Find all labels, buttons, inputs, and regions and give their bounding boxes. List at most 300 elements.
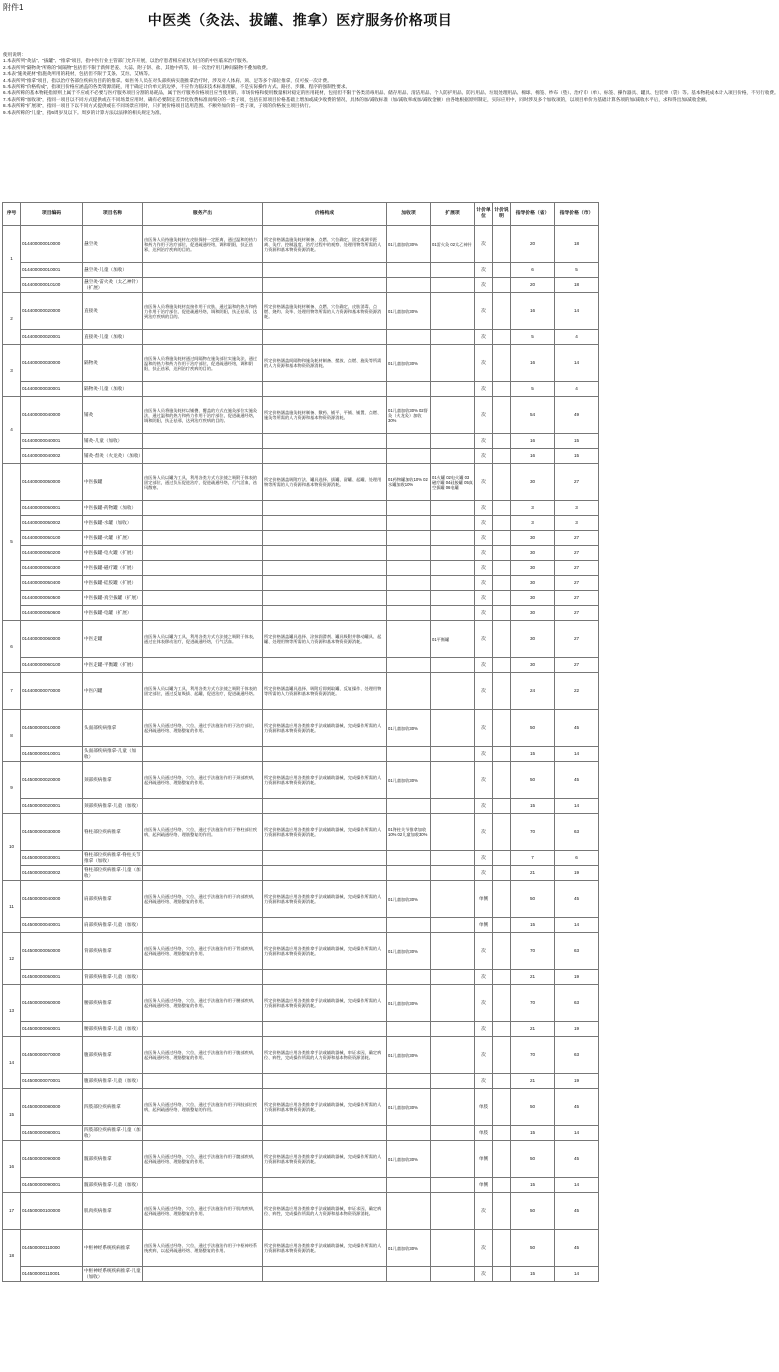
price-table [2, 202, 599, 1282]
guide1-cell: 16 [511, 293, 555, 330]
explain-cell [493, 546, 511, 561]
unit-cell: 次 [475, 851, 493, 866]
code-cell: 014400000050400 [21, 576, 83, 591]
ext-cell [431, 449, 475, 464]
ext-cell [431, 918, 475, 933]
code-cell: 014400000020000 [21, 293, 83, 330]
add-cell [387, 658, 431, 673]
explain-cell [493, 1089, 511, 1126]
code-cell: 014500000110001 [21, 1267, 83, 1282]
table-row [3, 866, 599, 881]
seq-cell: 3 [3, 345, 21, 397]
price-cell: 所定价格涵盖施灸耗材制备、点燃、穴位确定、皮肤消毒、点燃、烧灼、灸毕、处理用物等所需的人力资源和基本物资资源消耗。 [263, 293, 387, 330]
unit-cell: 单肢 [475, 1089, 493, 1126]
code-cell: 014400000050100 [21, 531, 83, 546]
guide1-cell: 3 [511, 501, 555, 516]
guide2-cell: 45 [555, 1193, 599, 1230]
guide1-cell: 30 [511, 576, 555, 591]
table-row [3, 561, 599, 576]
ext-cell [431, 531, 475, 546]
table-row [3, 591, 599, 606]
unit-cell: 次 [475, 1267, 493, 1282]
guide1-cell: 70 [511, 933, 555, 970]
price-cell [263, 799, 387, 814]
table-row [3, 1193, 599, 1230]
code-cell: 014400000030001 [21, 382, 83, 397]
guide2-cell: 18 [555, 278, 599, 293]
guide1-cell: 16 [511, 345, 555, 382]
guide2-cell: 14 [555, 918, 599, 933]
page-title: 中医类（灸法、拔罐、推拿）医疗服务价格项目 [147, 14, 453, 29]
table-row [3, 382, 599, 397]
code-cell: 014500000080000 [21, 1089, 83, 1126]
unit-cell: 单侧 [475, 918, 493, 933]
add-cell [387, 516, 431, 531]
unit-cell: 次 [475, 278, 493, 293]
table-row [3, 263, 599, 278]
explain-cell [493, 561, 511, 576]
ext-cell [431, 799, 475, 814]
price-cell [263, 1022, 387, 1037]
guide2-cell: 3 [555, 516, 599, 531]
col-code: 项目编码 [21, 203, 83, 226]
seq-cell: 15 [3, 1089, 21, 1141]
code-cell: 014500000020001 [21, 799, 83, 814]
add-cell: 01儿童加收30% [387, 1089, 431, 1126]
explain-cell [493, 710, 511, 747]
ext-cell [431, 561, 475, 576]
ext-cell [431, 263, 475, 278]
usage-notes [3, 52, 779, 116]
add-cell: 01儿童加收30% [387, 762, 431, 799]
unit-cell: 次 [475, 345, 493, 382]
unit-cell: 次 [475, 449, 493, 464]
guide1-cell: 50 [511, 1193, 555, 1230]
guide2-cell: 5 [555, 263, 599, 278]
output-cell [143, 278, 263, 293]
guide1-cell: 15 [511, 747, 555, 762]
add-cell [387, 747, 431, 762]
price-cell: 所定价格涵盖应用各类推拿手法或辅助器械，完成操作所需的人力资源和基本物资资源消耗。 [263, 933, 387, 970]
name-cell: 中医拔罐-电罐（扩展） [83, 606, 143, 621]
explain-cell [493, 293, 511, 330]
ext-cell: 01雷火灸 02太乙神针 [431, 226, 475, 263]
price-cell [263, 434, 387, 449]
table-row [3, 710, 599, 747]
price-cell [263, 278, 387, 293]
code-cell: 014400000040001 [21, 434, 83, 449]
add-cell [387, 851, 431, 866]
guide2-cell: 27 [555, 591, 599, 606]
ext-cell [431, 1141, 475, 1178]
name-cell: 悬空灸 [83, 226, 143, 263]
unit-cell: 次 [475, 434, 493, 449]
ext-cell [431, 382, 475, 397]
add-cell [387, 278, 431, 293]
ext-cell [431, 1267, 475, 1282]
seq-cell: 5 [3, 464, 21, 621]
explain-cell [493, 1193, 511, 1230]
code-cell: 014400000010100 [21, 278, 83, 293]
price-cell [263, 658, 387, 673]
guide2-cell: 14 [555, 293, 599, 330]
table-row [3, 881, 599, 918]
name-cell: 直接灸-儿童（加收） [83, 330, 143, 345]
guide2-cell: 63 [555, 985, 599, 1022]
guide2-cell: 18 [555, 226, 599, 263]
guide1-cell: 50 [511, 1089, 555, 1126]
add-cell: 01儿童加收30% [387, 933, 431, 970]
guide2-cell: 14 [555, 1126, 599, 1141]
price-cell [263, 1178, 387, 1193]
add-cell [387, 970, 431, 985]
unit-cell: 次 [475, 1022, 493, 1037]
price-cell [263, 1126, 387, 1141]
col-explain: 计价说明 [493, 203, 511, 226]
seq-cell: 9 [3, 762, 21, 814]
ext-cell [431, 747, 475, 762]
unit-cell: 次 [475, 531, 493, 546]
guide2-cell: 27 [555, 464, 599, 501]
ext-cell [431, 1126, 475, 1141]
name-cell: 铺灸-儿童（加收） [83, 434, 143, 449]
guide2-cell: 4 [555, 330, 599, 345]
explain-cell [493, 464, 511, 501]
table-row [3, 546, 599, 561]
name-cell: 髋部疾病推拿-儿童（加收） [83, 1178, 143, 1193]
ext-cell [431, 1089, 475, 1126]
explain-cell [493, 1037, 511, 1074]
note-line: 4.本表所列"推拿"项目，指以治疗各部位疾病为目的的推拿。如医务人员在对头部疾病实施推拿治疗时，涉及对人体肩、颈、足等多个部位推拿，仅可按一次计费。 [3, 77, 332, 83]
table-row [3, 1022, 599, 1037]
note-line: 使用说明： [3, 52, 26, 57]
output-cell [143, 851, 263, 866]
name-cell: 腹部疾病推拿-儿童（加收） [83, 1074, 143, 1089]
output-cell: 由医务人员将施灸耗材直接作用于皮肤，通过温和的热力和药力作用于治疗部位，促进疏通经络，调和阴阳，扶正祛邪，达到治疗疾病的目的。 [143, 293, 263, 330]
explain-cell [493, 621, 511, 658]
code-cell: 014400000050200 [21, 546, 83, 561]
guide1-cell: 5 [511, 330, 555, 345]
ext-cell [431, 762, 475, 799]
unit-cell: 次 [475, 516, 493, 531]
price-cell: 所定价格涵盖应用各类推拿手法或辅助器械，完成操作所需的人力资源和基本物资资源消耗。 [263, 881, 387, 918]
explain-cell [493, 531, 511, 546]
code-cell: 014500000030001 [21, 851, 83, 866]
output-cell: 由医务人员通过经络、穴位，通过手法施治作用于肌肉疾病，起到疏通经络、理筋整复的作用。 [143, 1193, 263, 1230]
output-cell: 由医务人员将施灸耗材以铺叠、覆盖的方式在施灸部位实施灸法，通过温和的热力和药力作用于治疗部位，促进疏通经络，调和阴阳，扶正祛邪，达到治疗疾病的目的。 [143, 397, 263, 434]
output-cell [143, 576, 263, 591]
guide1-cell: 50 [511, 1141, 555, 1178]
code-cell: 014500000020000 [21, 762, 83, 799]
ext-cell [431, 1230, 475, 1267]
guide2-cell: 45 [555, 1089, 599, 1126]
guide1-cell: 7 [511, 851, 555, 866]
guide2-cell: 14 [555, 1178, 599, 1193]
table-row [3, 970, 599, 985]
explain-cell [493, 591, 511, 606]
add-cell [387, 382, 431, 397]
name-cell: 中枢神经系统疾病推拿 [83, 1230, 143, 1267]
explain-cell [493, 397, 511, 434]
price-cell [263, 516, 387, 531]
guide2-cell: 63 [555, 1037, 599, 1074]
table-row [3, 293, 599, 330]
explain-cell [493, 382, 511, 397]
unit-cell: 次 [475, 263, 493, 278]
note-line: 8.本表所称"扩展项"，指同一项目下以不同方式提供或在不同场景应用时，只扩展价格项目适用范围、不额外加价的一类子项，子项的价格按主项目执行。 [3, 103, 314, 109]
ext-cell [431, 881, 475, 918]
add-cell: 01儿童加收30% [387, 710, 431, 747]
ext-cell [431, 345, 475, 382]
seq-cell: 6 [3, 621, 21, 673]
table-row [3, 1089, 599, 1126]
ext-cell [431, 546, 475, 561]
name-cell: 中医拔罐 [83, 464, 143, 501]
price-cell [263, 263, 387, 278]
add-cell: 01儿童加收30% [387, 1141, 431, 1178]
table-row [3, 673, 599, 710]
code-cell: 014400000050001 [21, 501, 83, 516]
ext-cell [431, 851, 475, 866]
unit-cell: 次 [475, 866, 493, 881]
ext-cell [431, 397, 475, 434]
guide2-cell: 27 [555, 576, 599, 591]
output-cell [143, 918, 263, 933]
output-cell [143, 531, 263, 546]
unit-cell: 次 [475, 814, 493, 851]
output-cell [143, 546, 263, 561]
ext-cell [431, 1037, 475, 1074]
unit-cell: 次 [475, 1037, 493, 1074]
table-row [3, 278, 599, 293]
output-cell: 由医务人员通过经络、穴位，通过手法施治作用于腰部疾病，起到疏通经络、理筋整复的作用。 [143, 985, 263, 1022]
code-cell: 014400000010001 [21, 263, 83, 278]
unit-cell: 次 [475, 933, 493, 970]
unit-cell: 次 [475, 985, 493, 1022]
explain-cell [493, 330, 511, 345]
table-row [3, 799, 599, 814]
code-cell: 014500000070001 [21, 1074, 83, 1089]
price-cell: 所定价格涵盖应用各类推拿手法或辅助器械，完成操作所需的人力资源和基本物资资源消耗。 [263, 1089, 387, 1126]
code-cell: 014500000050000 [21, 933, 83, 970]
table-row [3, 226, 599, 263]
table-row [3, 762, 599, 799]
unit-cell: 次 [475, 762, 493, 799]
unit-cell: 次 [475, 1230, 493, 1267]
add-cell [387, 1193, 431, 1230]
output-cell [143, 501, 263, 516]
explain-cell [493, 278, 511, 293]
code-cell: 014500000040000 [21, 881, 83, 918]
output-cell: 由医务人员通过经络、穴位，通过手法施治作用于背部疾病，起到疏通经络、理筋整复的作用。 [143, 933, 263, 970]
guide1-cell: 70 [511, 985, 555, 1022]
ext-cell [431, 330, 475, 345]
code-cell: 014500000060000 [21, 985, 83, 1022]
explain-cell [493, 918, 511, 933]
code-cell: 014400000050300 [21, 561, 83, 576]
explain-cell [493, 851, 511, 866]
explain-cell [493, 1267, 511, 1282]
guide1-cell: 24 [511, 673, 555, 710]
output-cell [143, 1022, 263, 1037]
guide2-cell: 45 [555, 762, 599, 799]
price-cell: 所定价格涵盖应用各类推拿手法或辅助器械，完成操作所需的人力资源和基本物资资源消耗。 [263, 985, 387, 1022]
add-cell: 01儿童加收30% [387, 1230, 431, 1267]
col-name: 项目名称 [83, 203, 143, 226]
guide2-cell: 14 [555, 1267, 599, 1282]
col-seq: 序号 [3, 203, 21, 226]
code-cell: 014400000050500 [21, 591, 83, 606]
name-cell: 腹部疾病推拿 [83, 1037, 143, 1074]
price-cell: 所定价格涵盖罐具选择、吸附后即刻取罐、反复操作、处理用物等所需的人力资源和基本物资资源消耗。 [263, 673, 387, 710]
guide2-cell: 45 [555, 1141, 599, 1178]
code-cell: 014500000010001 [21, 747, 83, 762]
price-cell: 所定价格涵盖应用各类推拿手法或辅助器械，完成操作所需的人力资源和基本物资资源消耗。 [263, 762, 387, 799]
output-cell: 由医务人员以罐为工具，利用各类方式方法使之吸附于体表，通过在体表移动治疗，促进疏通经络，行气活血。 [143, 621, 263, 658]
price-cell: 所定价格涵盖间隔物和施灸耗材制备、摆放、点燃、施灸等所需的人力资源和基本物资资源消耗。 [263, 345, 387, 382]
guide1-cell: 3 [511, 516, 555, 531]
guide1-cell: 54 [511, 397, 555, 434]
explain-cell [493, 501, 511, 516]
name-cell: 中医拔罐-火罐（扩展） [83, 531, 143, 546]
guide2-cell: 14 [555, 345, 599, 382]
add-cell [387, 330, 431, 345]
ext-cell [431, 985, 475, 1022]
name-cell: 腰部疾病推拿 [83, 985, 143, 1022]
unit-cell: 次 [475, 546, 493, 561]
add-cell [387, 1074, 431, 1089]
output-cell [143, 799, 263, 814]
guide2-cell: 27 [555, 606, 599, 621]
price-cell [263, 330, 387, 345]
price-cell: 所定价格涵盖应用各类推拿手法或辅助器械，审证求因，确定病位、病性，完成操作所需的人力资源和基本物资资源消耗。 [263, 1193, 387, 1230]
ext-cell [431, 814, 475, 851]
price-cell [263, 546, 387, 561]
note-line: 5.本表所称"价格构成"，指项目价格应涵盖的各类资源消耗，用于确定计价单元的边界，不应作为临床技术标准理解，不是实际操作方式、路径、步骤、程序的强制性要求。 [3, 84, 351, 90]
table-row [3, 464, 599, 501]
price-cell: 所定价格涵盖施灸耗材制备、点燃、穴位确定、固定或调节距离、灸疗、控制温度、治疗过程中的观察、处理用物等所需的人力资源和基本物资资源消耗。 [263, 226, 387, 263]
unit-cell: 次 [475, 710, 493, 747]
code-cell: 014500000080001 [21, 1126, 83, 1141]
price-cell: 所定价格涵盖吸附疗法、罐具选择、拔罐、留罐、起罐、处理用物等所需的人力资源和基本物资资源消耗。 [263, 464, 387, 501]
table-row [3, 1178, 599, 1193]
name-cell: 隔物灸-儿童（加收） [83, 382, 143, 397]
code-cell: 014500000090000 [21, 1141, 83, 1178]
seq-cell: 12 [3, 933, 21, 985]
table-row [3, 576, 599, 591]
unit-cell: 次 [475, 606, 493, 621]
explain-cell [493, 799, 511, 814]
output-cell: 由医务人员通过经络、穴位，通过手法施治作用于腹部疾病，起到疏通经络、理筋整复的作用。 [143, 1037, 263, 1074]
ext-cell [431, 933, 475, 970]
explain-cell [493, 1126, 511, 1141]
ext-cell [431, 606, 475, 621]
guide2-cell: 45 [555, 710, 599, 747]
add-cell [387, 918, 431, 933]
ext-cell [431, 293, 475, 330]
output-cell: 由医务人员通过经络、穴位，通过手法施治作用于髋部疾病，起到疏通经络、理筋整复的作用。 [143, 1141, 263, 1178]
guide1-cell: 30 [511, 464, 555, 501]
explain-cell [493, 747, 511, 762]
guide1-cell: 15 [511, 799, 555, 814]
name-cell: 悬空灸-儿童（加收） [83, 263, 143, 278]
name-cell: 肌肉疾病推拿 [83, 1193, 143, 1230]
table-row [3, 449, 599, 464]
price-cell [263, 531, 387, 546]
add-cell [387, 501, 431, 516]
seq-cell: 14 [3, 1037, 21, 1089]
ext-cell [431, 1178, 475, 1193]
guide1-cell: 30 [511, 531, 555, 546]
ext-cell [431, 576, 475, 591]
note-line: 1.本表所列"灸法"、"拔罐"、"推拿"项目，指中医行业主管部门允许开展，以治疗患者相应症状为目的的中医临床治疗服务。 [3, 58, 251, 64]
note-line: 9.本表所称的"儿童"，指6周岁及以下。周岁的计算方法以法律的相关规定为准。 [3, 109, 165, 115]
guide2-cell: 14 [555, 799, 599, 814]
add-cell [387, 1178, 431, 1193]
explain-cell [493, 673, 511, 710]
price-cell: 所定价格涵盖施灸耗材制备、敷药、铺平、平铺、铺置、点燃、施灸等所需的人力资源和基本物资资源消耗。 [263, 397, 387, 434]
output-cell [143, 263, 263, 278]
unit-cell: 次 [475, 464, 493, 501]
add-cell [387, 621, 431, 658]
table-row [3, 1267, 599, 1282]
seq-cell: 11 [3, 881, 21, 933]
explain-cell [493, 1141, 511, 1178]
name-cell: 颈部疾病推拿 [83, 762, 143, 799]
output-cell [143, 449, 263, 464]
explain-cell [493, 1022, 511, 1037]
name-cell: 背部疾病推拿 [83, 933, 143, 970]
code-cell: 014500000030002 [21, 866, 83, 881]
name-cell: 髋部疾病推拿 [83, 1141, 143, 1178]
table-row [3, 1074, 599, 1089]
price-cell [263, 606, 387, 621]
unit-cell: 次 [475, 591, 493, 606]
col-price: 价格构成 [263, 203, 387, 226]
name-cell: 肩部疾病推拿 [83, 881, 143, 918]
ext-cell [431, 970, 475, 985]
name-cell: 颈部疾病推拿-儿童（加收） [83, 799, 143, 814]
table-row [3, 658, 599, 673]
add-cell [387, 1126, 431, 1141]
seq-cell: 8 [3, 710, 21, 762]
guide2-cell: 19 [555, 1022, 599, 1037]
table-row [3, 985, 599, 1022]
unit-cell: 次 [475, 397, 493, 434]
code-cell: 014500000070000 [21, 1037, 83, 1074]
explain-cell [493, 449, 511, 464]
unit-cell: 次 [475, 561, 493, 576]
note-line: 2.本表所列"隔物灸"所称的"间隔物"包括但不限于新鲜老姜、大蒜、附子饼、盐、其他中药等，同一次治疗用几种间隔物不叠加收费。 [3, 64, 271, 70]
guide1-cell: 15 [511, 1178, 555, 1193]
output-cell: 由医务人员通过经络、穴位，通过手法施治作用于治疗部位，起到疏通经络、理筋整复的作用。 [143, 710, 263, 747]
add-cell [387, 434, 431, 449]
guide1-cell: 50 [511, 710, 555, 747]
code-cell: 014400000050002 [21, 516, 83, 531]
price-cell: 所定价格涵盖应用各类推拿手法或辅助器械，完成操作所需的人力资源和基本物资资源消耗。 [263, 1141, 387, 1178]
explain-cell [493, 866, 511, 881]
table-row [3, 516, 599, 531]
name-cell: 背部疾病推拿-儿童（加收） [83, 970, 143, 985]
price-cell [263, 1267, 387, 1282]
name-cell: 四肢部位疾病推拿 [83, 1089, 143, 1126]
ext-cell: 01平衡罐 [431, 621, 475, 658]
name-cell: 直接灸 [83, 293, 143, 330]
ext-cell [431, 516, 475, 531]
table-row [3, 531, 599, 546]
add-cell [387, 546, 431, 561]
unit-cell: 次 [475, 226, 493, 263]
